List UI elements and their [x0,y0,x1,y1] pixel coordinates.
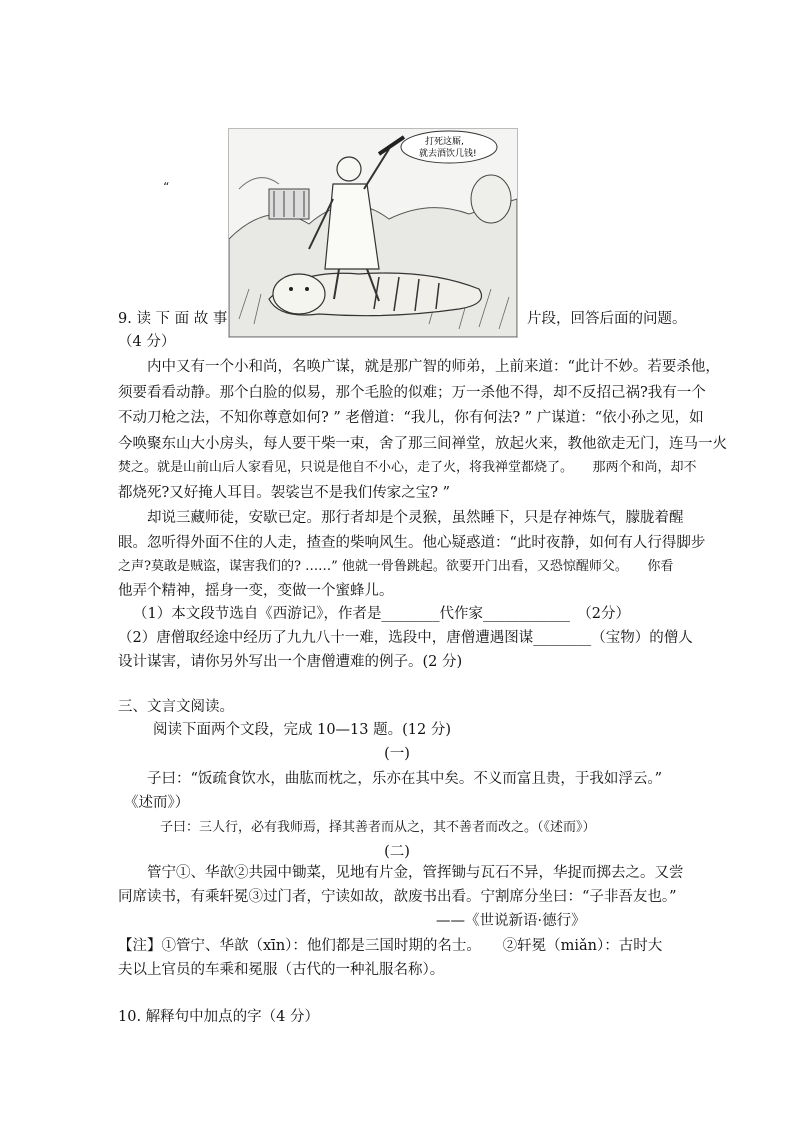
story-illustration [228,128,518,338]
stray-quote-mark: “ [163,180,170,194]
part1-line-1: 子曰：“饭疏食饮水，曲肱而枕之，乐亦在其中矣。不义而富且贵，于我如浮云。” [147,771,663,787]
passage-p2-line-3: 之声?莫敢是贼盗，谋害我们的? ……” 他就一骨鲁跳起。欲要开门出看，又恐惊醒师父。 你看 [118,559,674,574]
passage-p2-line-2: 眼。忽听得外面不住的人走，揸查的柴响风生。他心疑惑道：“此时夜静，如何有人行得脚步 [118,535,706,551]
part2-source: ——《世说新语·德行》 [436,913,586,929]
q9-subquestion-2-line-2: 设计谋害，请你另外写出一个唐僧遭难的例子。(2 分) [118,654,463,670]
q9-subquestion-2-line-1: （2）唐僧取经途中经历了九九八十一难，选段中，唐僧遭遇图谋________（宝物）的僧人 [118,630,693,646]
passage-p1-line-4: 今唤聚东山大小房头，每人要干柴一束，舍了那三间禅堂，放起火来，教他欲走无门，连马一火 [118,436,727,452]
part1-line-2: 《述而》） [124,795,190,811]
section3-intro: 阅读下面两个文段，完成 10—13 题。(12 分) [153,722,451,738]
q9-score: （4 分） [118,334,176,350]
passage-p1-line-3: 不动刀枪之法，不知你尊意如何? ” 老僧道：“我儿，你有何法? ” 广谋道：“依小孙之见，如 [118,410,704,426]
part1-line-3: 子曰：三人行，必有我师焉，择其善者而从之，其不善者而改之。（《述而》） [160,820,596,835]
illustration-drawing [229,129,517,337]
part2-line-2: 同席读书，有乘轩冕③过门者，宁读如故，歆废书出看。宁割席分坐曰：“子非吾友也。” [118,889,677,905]
passage-p1-line-1: 内中又有一个小和尚，名唤广谋，就是那广智的师弟，上前来道：“此计不妙。若要杀他， [147,359,720,375]
passage-p1-line-2: 须要看看动静。那个白脸的似易，那个毛脸的似难；万一杀他不得，却不反招己祸?我有一个 [118,385,706,401]
passage-p2-line-1: 却说三藏师徒，安歇已定。那行者却是个灵猴，虽然睡下，只是存神炼气，朦胧着醒 [147,510,684,526]
q9-stem-right: 片段，回答后面的问题。 [527,311,687,327]
passage-p2-line-4: 他弄个精神，摇身一变，变做一个蜜蜂儿。 [118,583,394,599]
passage-p1-line-6: 都烧死?又好掩人耳目。袈裟岂不是我们传家之宝? ” [118,485,451,501]
speech-bubble-line-2: 就去酒饮几钱! [419,149,477,159]
q10-label: 10. 解释句中加点的字（4 分） [118,1009,320,1025]
note-line-1: 【注】①管宁、华歆（xīn）：他们都是三国时期的名士。 ②轩冕（miǎn）：古时大 [118,938,663,954]
q9-subquestion-1: （1）本文段节选自《西游记》，作者是________代作家____________ （2分） [133,606,630,622]
passage-p1-line-5: 焚之。就是山前山后人家看见，只说是他自不小心，走了火，将我禅堂都烧了。 那两个和尚，却不 [118,460,697,475]
speech-bubble-line-1: 打死这厮, [425,137,464,147]
part1-label: (一) [384,746,410,762]
part2-line-1: 管宁①、华歆②共园中锄菜，见地有片金，管挥锄与瓦石不异，华捉而掷去之。又尝 [147,865,684,881]
part2-label: (二) [384,844,410,860]
q9-stem-left: 9. 读 下 面 故 事 [118,311,228,327]
section3-heading: 三、文言文阅读。 [118,699,234,715]
note-line-2: 夫以上官员的车乘和冕服（古代的一种礼服名称）。 [118,962,445,978]
